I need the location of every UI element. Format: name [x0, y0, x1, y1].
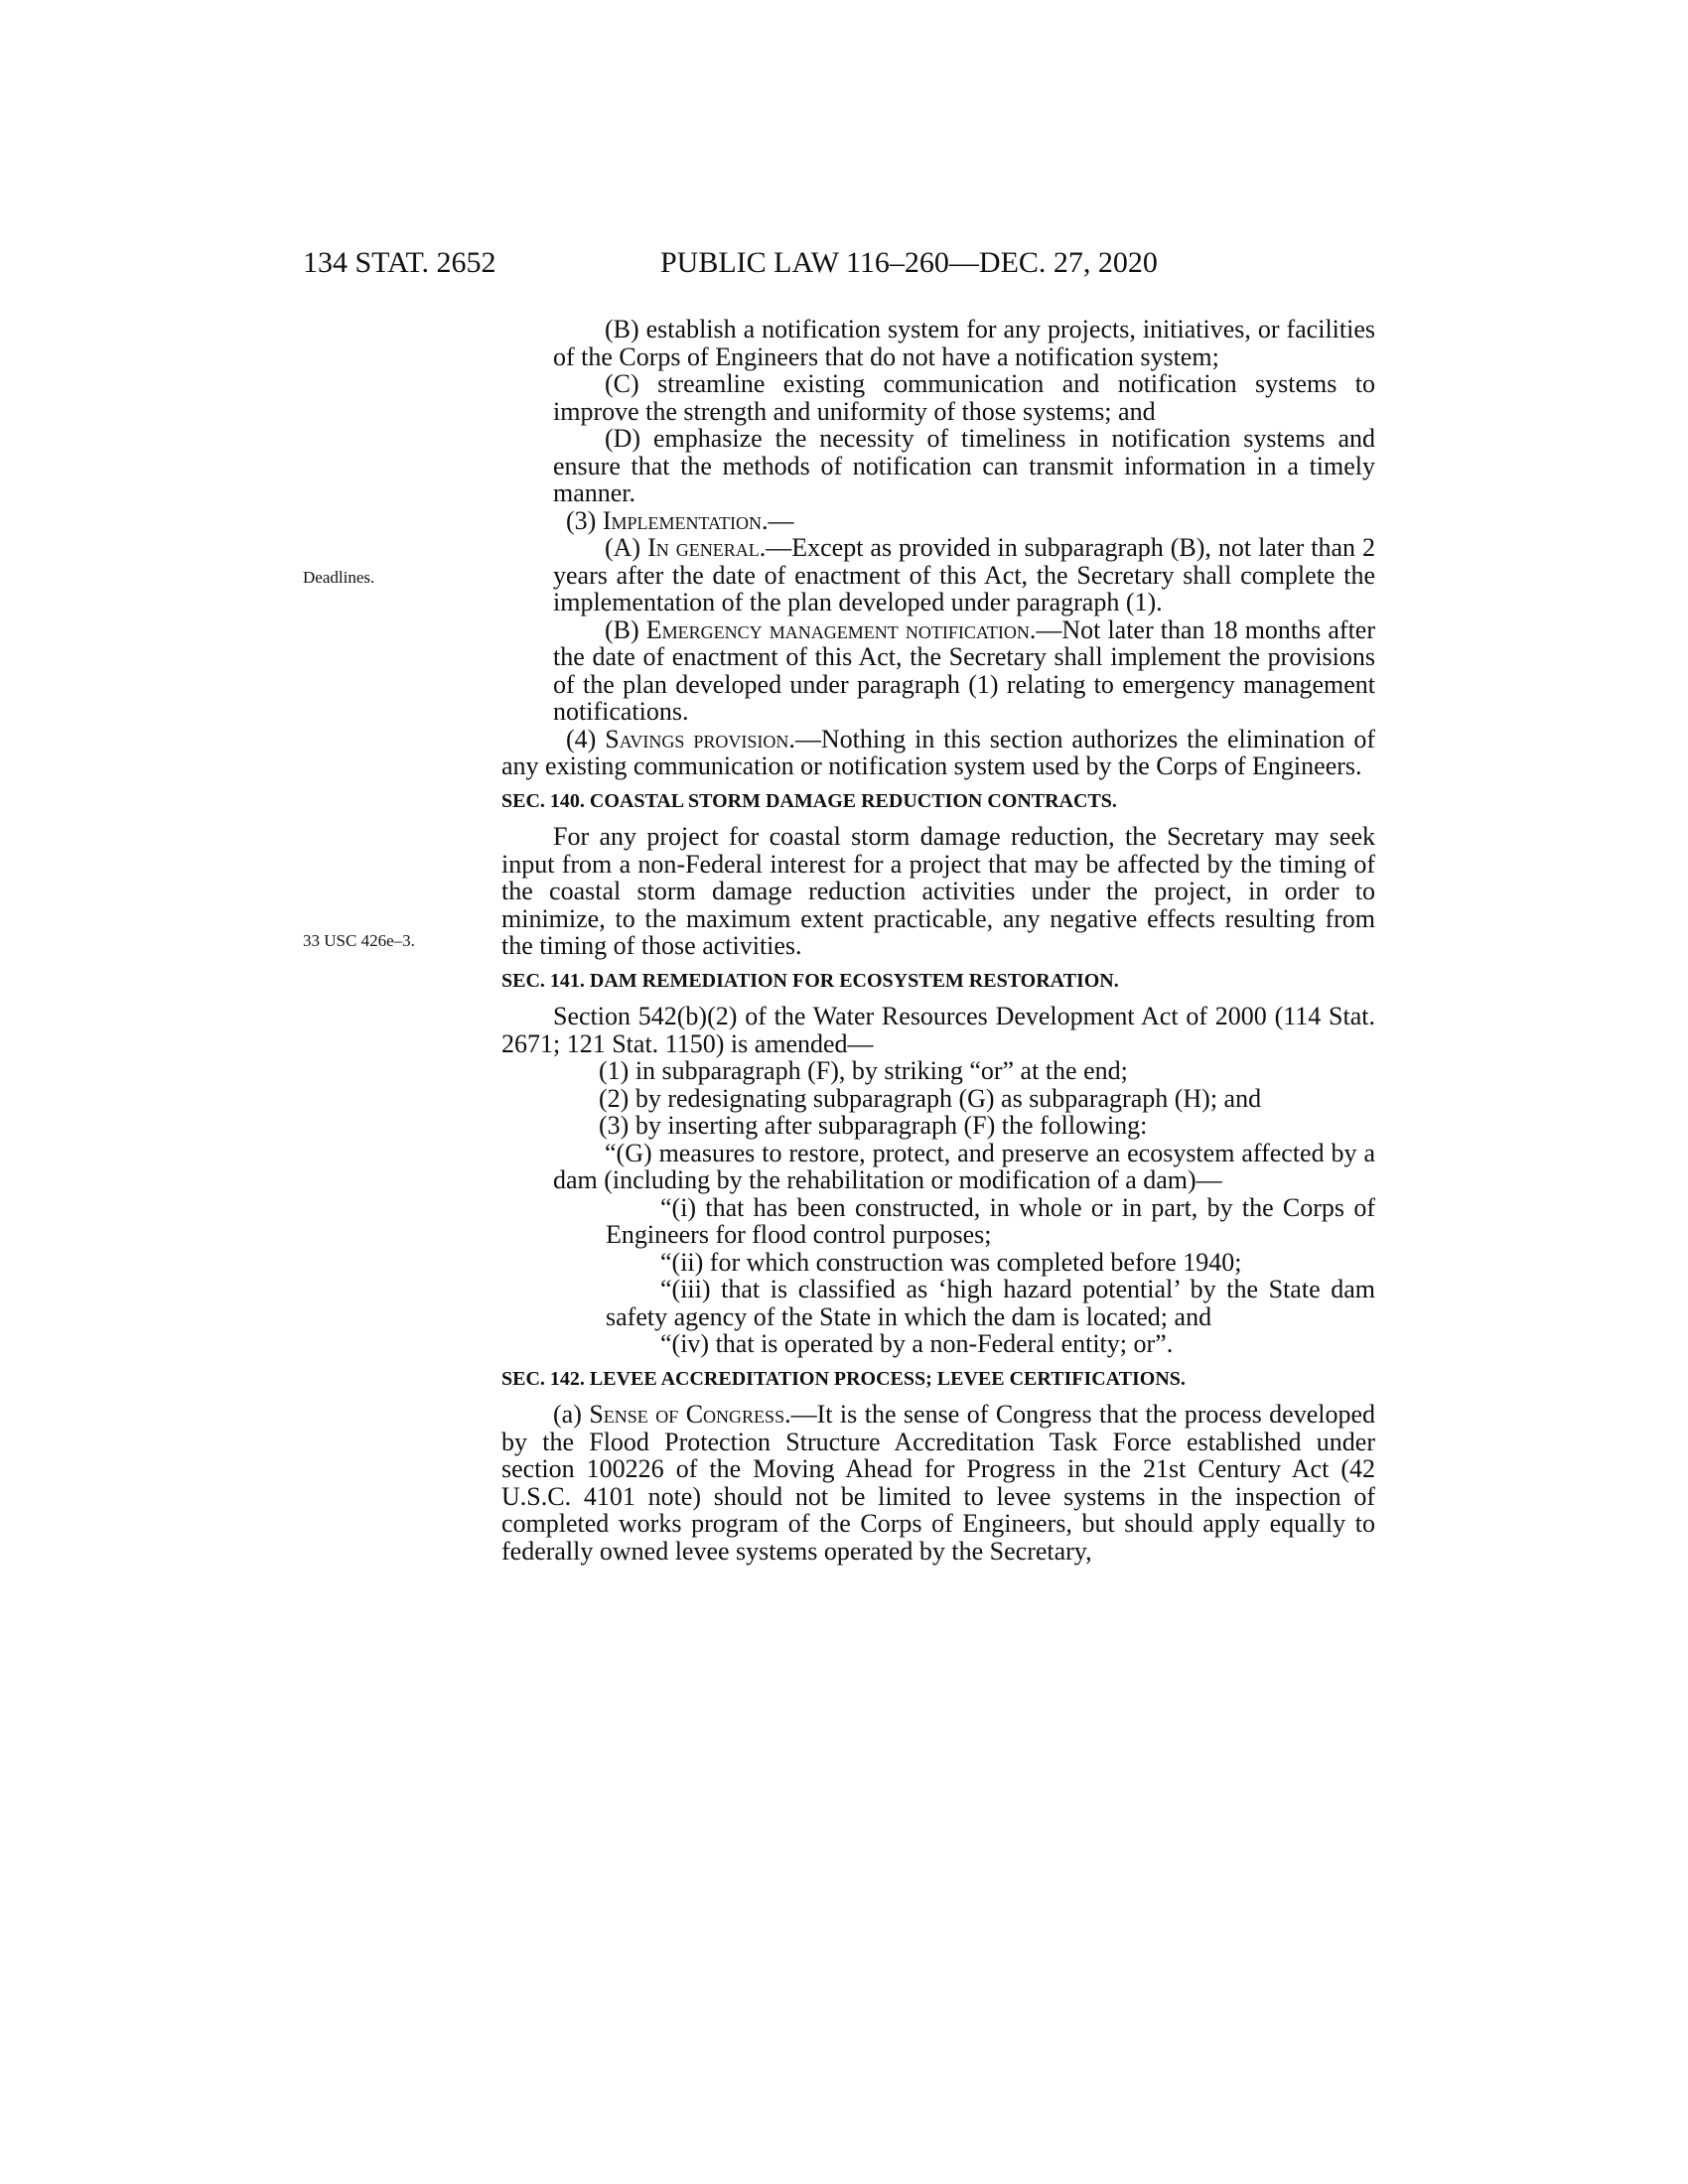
- section-141-clause-iii: “(iii) that is classified as ‘high hazard potential’ by the State dam safety agency of the State in which the dam is located; and: [606, 1275, 1375, 1331]
- paragraph-3-label: (3): [566, 505, 603, 535]
- margin-note-deadlines: Deadlines.: [303, 568, 375, 587]
- section-141-heading: SEC. 141. DAM REMEDIATION FOR ECOSYSTEM RESTORATION.: [501, 969, 1119, 992]
- section-141-clause-iv: “(iv) that is operated by a non-Federal entity; or”.: [660, 1329, 1174, 1358]
- section-142-heading: SEC. 142. LEVEE ACCREDITATION PROCESS; LEVEE CERTIFICATIONS.: [501, 1367, 1186, 1390]
- paragraph-3a-text: .—Except as provided in subparagraph (B), not later than 2 years after the date of enactment of this Act, the Secretary shall complete the implementation of the plan developed under paragraph (1).: [553, 533, 1376, 616]
- paragraph-3b: [501, 616, 1375, 726]
- paragraph-4-label: (4): [566, 724, 606, 753]
- paragraph-3a-label: (A): [605, 533, 648, 562]
- paragraph-3a: [501, 534, 1375, 616]
- section-142a-heading: Sense of Congress: [589, 1400, 785, 1429]
- public-law-title: PUBLIC LAW 116–260—DEC. 27, 2020: [660, 246, 1158, 279]
- paragraph-3b-text: .—Not later than 18 months after the date of enactment of this Act, the Secretary shall implement the provisions of the plan developed under paragraph (1) relating to emergency management notifications.: [553, 614, 1375, 726]
- section-141-item-2: (2) by redesignating subparagraph (G) as subparagraph (H); and: [599, 1083, 1262, 1113]
- paragraph-2b: (B) establish a notification system for any projects, initiatives, or facilities of the Corps of Engineers that do not have a notification system;: [553, 315, 1375, 371]
- paragraph-3a-heading: In general: [647, 533, 760, 562]
- paragraph-3b-label: (B): [605, 614, 646, 644]
- law-body-text: [501, 316, 1375, 1565]
- section-142-subsection-a: [501, 1401, 1375, 1565]
- paragraph-2c: (C) streamline existing communication and notification systems to improve the strength and uniformity of those systems; and: [553, 369, 1375, 426]
- paragraph-3-heading: Implementation: [602, 505, 763, 535]
- margin-note-usc-citation: 33 USC 426e–3.: [303, 931, 415, 950]
- section-141-clause-i: “(i) that has been constructed, in whole or in part, by the Corps of Engineers for flood control purposes;: [606, 1192, 1375, 1249]
- section-141-item-1: (1) in subparagraph (F), by striking “or” at the end;: [599, 1056, 1128, 1085]
- paragraph-2d: (D) emphasize the necessity of timeliness in notification systems and ensure that the methods of notification can transmit information in a timely manner.: [553, 424, 1375, 507]
- section-142a-label: (a): [553, 1400, 590, 1429]
- section-141-subparagraph-g: “(G) measures to restore, protect, and preserve an ecosystem affected by a dam (including by the rehabilitation or modification of a dam)—: [553, 1138, 1375, 1194]
- page-header: [303, 246, 1301, 286]
- section-142a-text: .—It is the sense of Congress that the process developed by the Flood Protection Structure Accreditation Task Force established under section 100226 of the Moving Ahead for Progress in the 21st Century Act (42 U.S.C. 4101 note) should not be limited to levee systems in the inspection of completed works program of the Corps of Engineers, but should apply equally to federally owned levee systems operated by the Secretary,: [501, 1400, 1375, 1566]
- paragraph-4-savings-provision: [501, 726, 1375, 780]
- section-140-heading: SEC. 140. COASTAL STORM DAMAGE REDUCTION CONTRACTS.: [501, 789, 1117, 812]
- paragraph-4-heading: Savings provision: [605, 724, 789, 753]
- paragraph-3-dash: .—: [762, 505, 794, 535]
- section-141-intro: Section 542(b)(2) of the Water Resources Development Act of 2000 (114 Stat. 2671; 121 Stat. 1150) is amended—: [501, 1002, 1375, 1058]
- section-141-clause-ii: “(ii) for which construction was completed before 1940;: [660, 1247, 1242, 1277]
- section-141-item-3: (3) by inserting after subparagraph (F) the following:: [599, 1111, 1148, 1140]
- paragraph-3-implementation: [501, 507, 1375, 535]
- paragraph-4-text: .—Nothing in this section authorizes the elimination of any existing communication or notification system used by the Corps of Engineers.: [501, 724, 1375, 780]
- statute-page-reference: 134 STAT. 2652: [303, 246, 496, 279]
- section-140-text: For any project for coastal storm damage reduction, the Secretary may seek input from a non-Federal interest for a project that may be affected by the timing of the coastal storm damage reduction activities under the project, in order to minimize, to the maximum extent practicable, any negative effects resulting from the timing of those activities.: [501, 822, 1375, 960]
- paragraph-3b-heading: Emergency management notification: [645, 614, 1030, 644]
